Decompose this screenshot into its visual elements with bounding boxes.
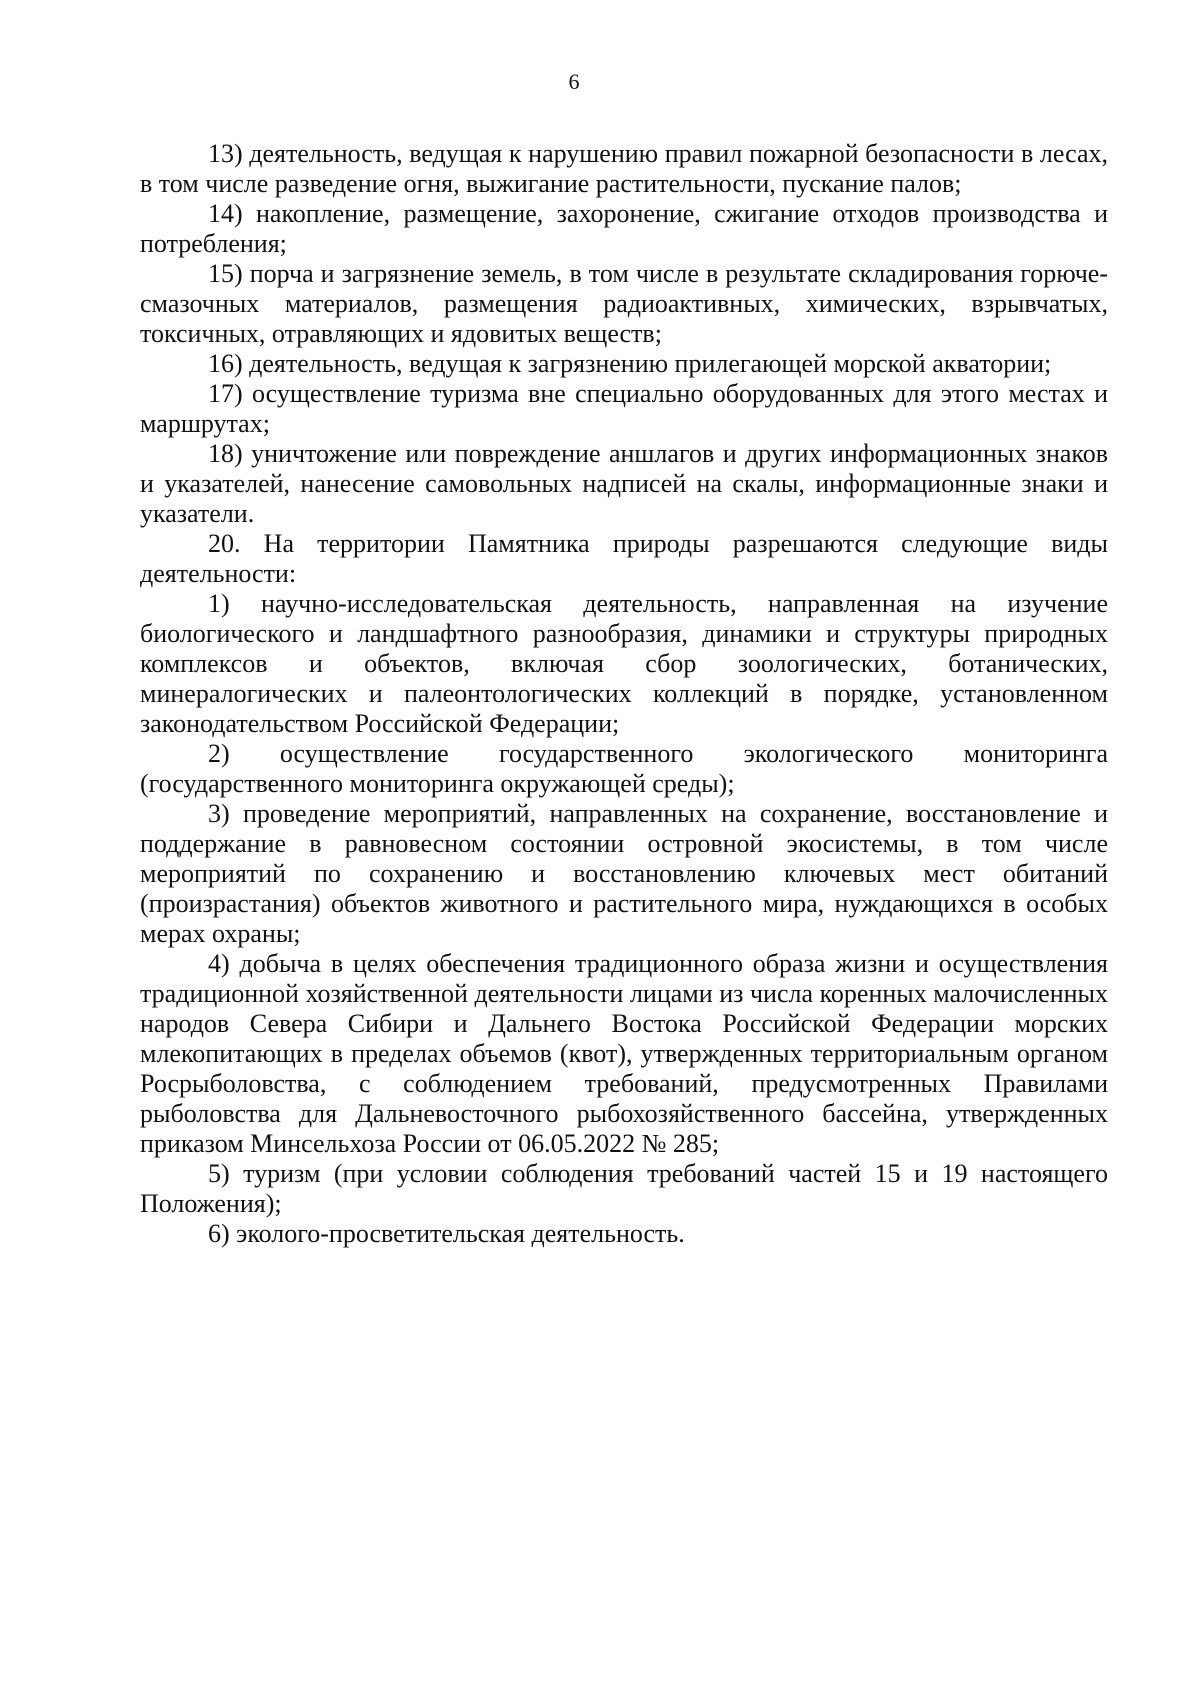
- document-body: [140, 139, 1108, 1249]
- paragraph-prohibited-13: 13) деятельность, ведущая к нарушению правил пожарной безопасности в лесах, в том числе разведение огня, выжигание растительности, пускание палов;: [140, 139, 1108, 198]
- paragraph-prohibited-15: 15) порча и загрязнение земель, в том числе в результате складирования горюче-смазочных материалов, размещения радиоактивных, химических, взрывчатых, токсичных, отравляющих и ядовитых веществ;: [140, 259, 1108, 348]
- paragraph-prohibited-18: 18) уничтожение или повреждение аншлагов и других информационных знаков и указателей, нанесение самовольных надписей на скалы, информационные знаки и указатели.: [140, 439, 1108, 528]
- paragraph-prohibited-16: 16) деятельность, ведущая к загрязнению прилегающей морской акватории;: [208, 349, 1052, 378]
- paragraph-allowed-3: 3) проведение мероприятий, направленных на сохранение, восстановление и поддержание в равновесном состоянии островной экосистемы, в том числе мероприятий по сохранению и восстановлению ключевых мест обитаний (произрастания) объектов животного и растительного мира, нуждающихся в особых мерах охраны;: [140, 799, 1108, 948]
- paragraph-allowed-5: 5) туризм (при условии соблюдения требований частей 15 и 19 настоящего Положения);: [140, 1159, 1108, 1218]
- paragraph-allowed-4: 4) добыча в целях обеспечения традиционного образа жизни и осуществления традиционной хозяйственной деятельности лицами из числа коренных малочисленных народов Севера Сибири и Дальнего Востока Российской Федерации морских млекопитающих в пределах объемов (квот), утвержденных территориальным органом Росрыболовства, с соблюдением требований, предусмотренных Правилами рыболовства для Дальневосточного рыбохозяйственного бассейна, утвержденных приказом Минсельхоза России от 06.05.2022 № 285;: [140, 949, 1108, 1158]
- paragraph-allowed-6: 6) эколого-просветительская деятельность.: [208, 1219, 685, 1248]
- paragraph-allowed-1: 1) научно-исследовательская деятельность, направленная на изучение биологического и ландшафтного разнообразия, динамики и структуры природных комплексов и объектов, включая сбор зоологических, ботанических, минералогических и палеонтологических коллекций в порядке, установленном законодательством Российской Федерации;: [140, 589, 1108, 738]
- paragraph-allowed-2: 2) осуществление государственного экологического мониторинга (государственного мониторинга окружающей среды);: [140, 739, 1108, 798]
- paragraph-prohibited-17: 17) осуществление туризма вне специально оборудованных для этого местах и маршрутах;: [140, 379, 1108, 438]
- page-number: 6: [568, 69, 580, 94]
- paragraph-section-20: 20. На территории Памятника природы разрешаются следующие виды деятельности:: [140, 529, 1108, 588]
- paragraph-prohibited-14: 14) накопление, размещение, захоронение, сжигание отходов производства и потребления;: [140, 199, 1108, 258]
